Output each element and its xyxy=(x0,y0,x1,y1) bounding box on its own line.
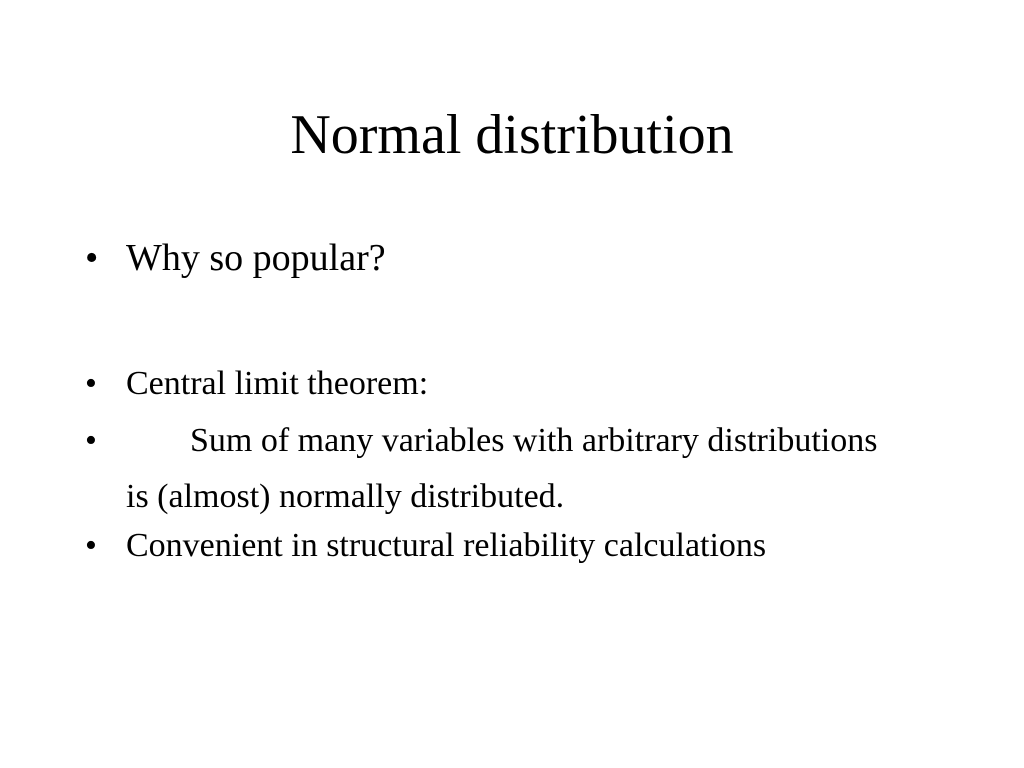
bullet-text: Convenient in structural reliability calculations xyxy=(126,527,767,564)
bullet-text-wrapper xyxy=(126,413,886,525)
slide-title: Normal distribution xyxy=(290,104,734,166)
bullet-dot-icon: • xyxy=(85,237,99,279)
bullet-dot-icon: • xyxy=(85,422,97,459)
bullet-text: Central limit theorem: xyxy=(126,365,429,402)
bullet-dot-icon: • xyxy=(85,527,97,564)
bullet-dot-icon: • xyxy=(85,365,97,402)
bullet-text: Why so popular? xyxy=(126,237,386,279)
bullet-text: Sum of many variables with arbitrary distributions is (almost) normally distributed. xyxy=(126,422,878,515)
